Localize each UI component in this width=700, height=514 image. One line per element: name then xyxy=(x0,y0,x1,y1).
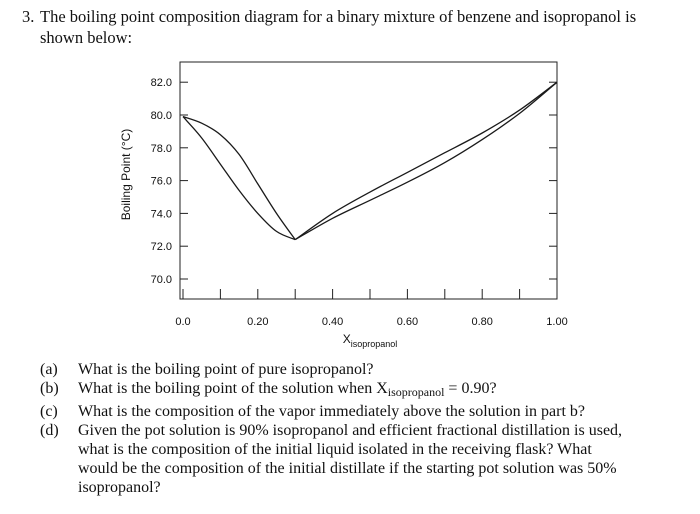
problem-intro-line2: shown below: xyxy=(40,28,133,47)
question-c xyxy=(40,402,690,421)
question-c-label: (c) xyxy=(40,403,58,420)
x-tick-label: 0.0 xyxy=(175,316,191,328)
y-axis-title: Boiling Point (°C) xyxy=(119,128,133,221)
x-tick-label: 1.00 xyxy=(546,316,568,328)
question-b xyxy=(40,379,690,402)
curve-1 xyxy=(183,117,295,240)
x-axis-title xyxy=(343,332,398,349)
y-tick-label: 78.0 xyxy=(150,142,172,155)
chart-curves xyxy=(183,82,557,239)
chart-axes xyxy=(180,62,557,299)
problem-intro-line1: The boiling point composition diagram for a binary mixture of benzene and isopropanol is xyxy=(40,7,637,26)
question-d-line4: isopropanol? xyxy=(78,479,161,496)
question-b-label: (b) xyxy=(40,380,59,397)
x-tick-label: 0.20 xyxy=(247,316,269,328)
plot-frame xyxy=(180,62,557,299)
question-a xyxy=(40,360,690,379)
x-tick-label: 0.40 xyxy=(321,316,344,328)
question-d-line1: Given the pot solution is 90% isopropanol and efficient fractional distillation is used, xyxy=(78,422,623,439)
curve-4 xyxy=(295,82,557,239)
y-tick-label: 70.0 xyxy=(150,274,172,286)
question-d-label: (d) xyxy=(40,422,59,439)
question-c-text: What is the composition of the vapor immediately above the solution in part b? xyxy=(78,403,585,420)
question-d xyxy=(40,421,690,497)
x-axis-title-main: X xyxy=(342,332,351,346)
question-b-value: = 0.90? xyxy=(444,380,497,397)
curve-3 xyxy=(295,82,557,239)
problem-number: 3. xyxy=(22,7,35,26)
y-tick-label: 74.0 xyxy=(150,208,172,221)
y-tick-label: 80.0 xyxy=(150,110,172,122)
x-axis-title-sub: isopropanol xyxy=(350,339,398,349)
question-a-text: What is the boiling point of pure isopropanol? xyxy=(78,361,374,378)
question-b-subscript: isopropanol xyxy=(387,385,445,399)
y-tick-label: 76.0 xyxy=(150,175,172,188)
y-tick-label: 72.0 xyxy=(150,241,172,254)
question-b-text: What is the boiling point of the solution when X xyxy=(78,380,388,397)
question-d-line2: what is the composition of the initial liquid isolated in the receiving flask? What xyxy=(78,441,592,458)
x-tick-label: 0.60 xyxy=(396,316,419,328)
x-tick-label: 0.80 xyxy=(471,316,493,328)
question-d-line3: would be the composition of the initial distillate if the starting pot solution was 50% xyxy=(78,460,617,477)
y-tick-label: 82.0 xyxy=(150,77,172,90)
question-a-label: (a) xyxy=(40,361,58,378)
questions-list xyxy=(40,360,690,497)
